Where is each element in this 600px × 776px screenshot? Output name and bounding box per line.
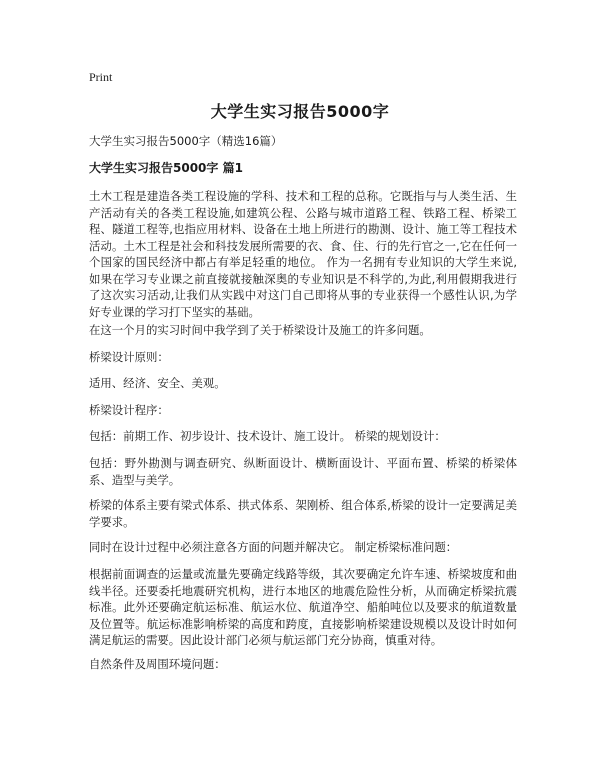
paragraph: 桥梁的体系主要有梁式体系、拱式体系、架刚桥、组合体系,桥梁的设计一定要满足美学要求。 [89, 498, 517, 529]
paragraph: 包括：野外勘测与调查研究、纵断面设计、横断面设计、平面布置、桥梁的桥梁体系、造型与美学。 [89, 456, 517, 487]
paragraph: 自然条件及周围环境问题： [89, 657, 226, 671]
section-heading: 大学生实习报告5000字 篇1 [89, 161, 243, 175]
paragraph: 根据前面调查的运量或流量先要确定线路等级，其次要确定允许车速、桥梁坡度和曲线半径。还要委托地震研究机构，进行本地区的地震危险性分析，从而确定桥梁抗震标准。此外还要确定航运标准、航运水位、航道净空、船舶吨位以及要求的航道数量及位置等。航运标准影响桥梁的高度和跨度，直接影响桥梁建设规模以及设计时如何满足航运的需要。因此设计部门必须与航运部门充分协商，慎重对待。 [89, 567, 517, 647]
paragraph: 桥梁设计程序： [89, 403, 169, 417]
print-link[interactable]: Print [89, 70, 113, 84]
paragraph: 包括：前期工作、初步设计、技术设计、施工设计。 桥梁的规划设计： [89, 429, 446, 443]
paragraph: 在这一个月的实习时间中我学到了关于桥梁设计及施工的许多问题。 [89, 323, 431, 337]
paragraph: 土木工程是建造各类工程设施的学科、技术和工程的总称。它既指与与人类生活、生产活动有关的各类工程设施,如建筑公程、公路与城市道路工程、铁路工程、桥梁工程、隧道工程等,也指应用材料、设备在土地上所进行的勘测、设计、施工等工程技术活动。土木工程是社会和科技发展所需要的衣、食、住、行的先行官之一,它在任何一个国家的国民经济中都占有举足轻重的地位。 作为一名拥有专业知识的大学生来说,如果在学习专业课之前直接就接触深奥的专业知识是不科学的,为此,利用假期我进行了这次实习活动,让我们从实践中对这门自己即将从事的专业获得一个感性认识,为学好专业课的学习打下坚实的基础。 [89, 189, 517, 319]
paragraph: 桥梁设计原则： [89, 350, 169, 364]
page-title: 大学生实习报告5000字 [210, 102, 390, 121]
paragraph: 适用、经济、安全、美观。 [89, 376, 226, 390]
paragraph: 同时在设计过程中必须注意各方面的问题并解决它。 制定桥梁标准问题： [89, 540, 458, 554]
document-subtitle: 大学生实习报告5000字（精选16篇） [89, 134, 283, 148]
